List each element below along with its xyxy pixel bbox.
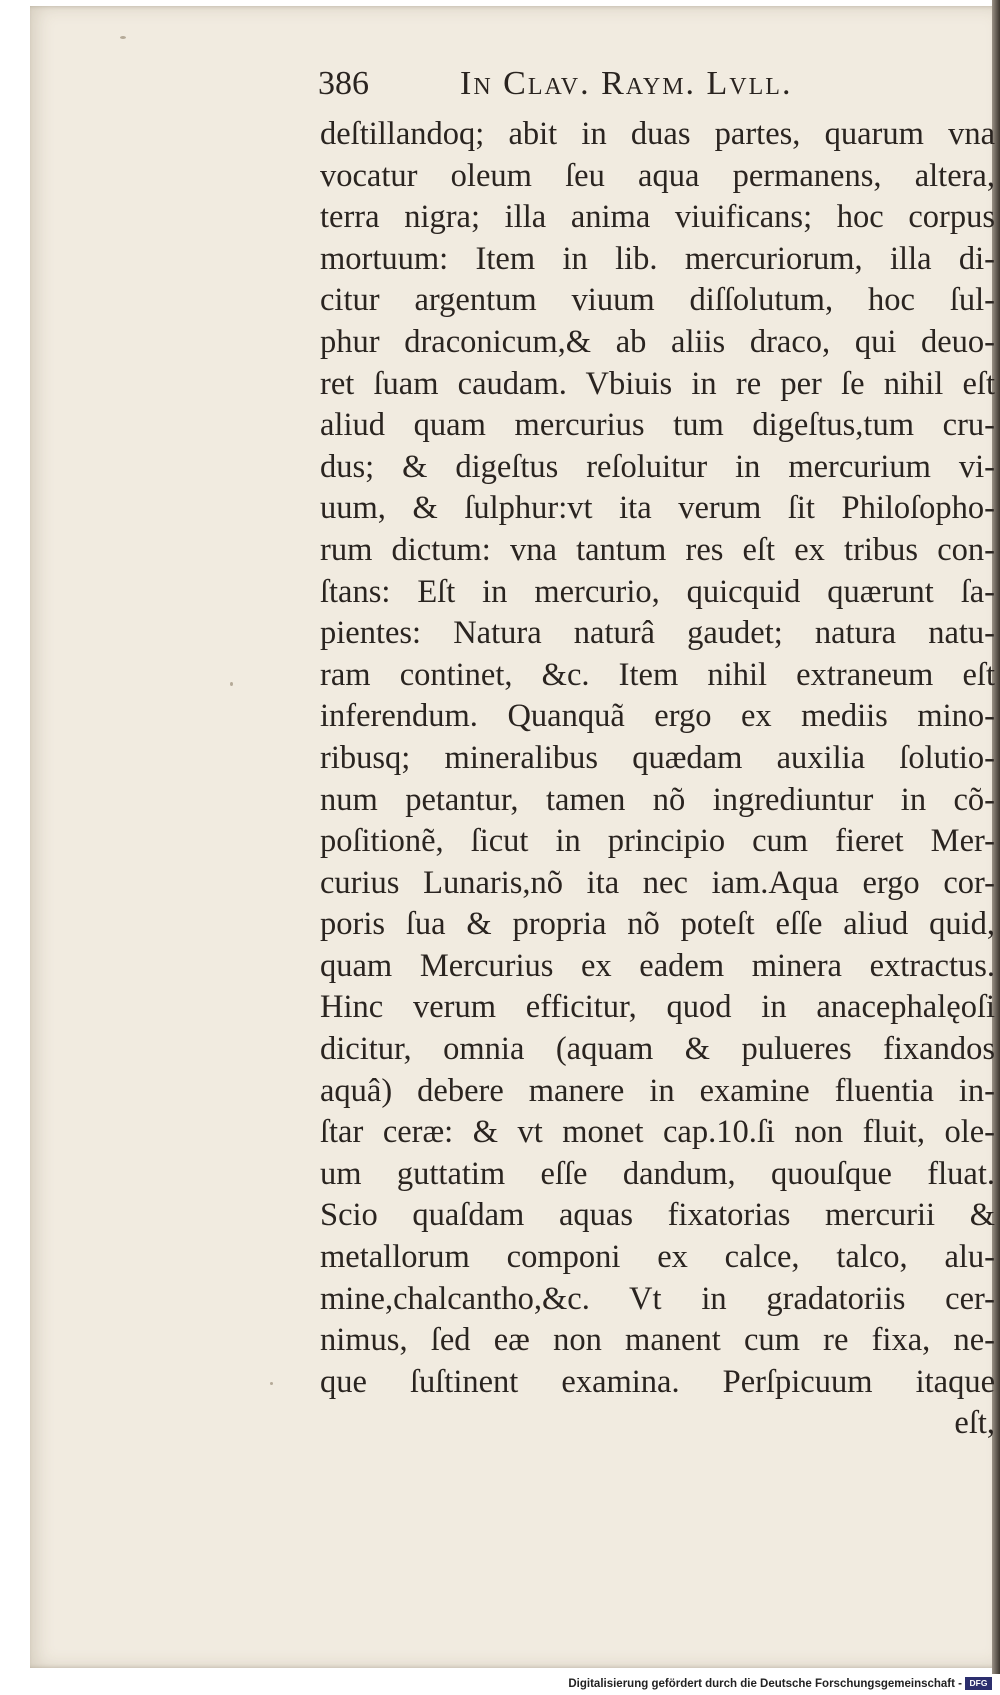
text-line: vocatur oleum ſeu aqua permanens, altera,	[320, 157, 995, 194]
text-line: uum, & ſulphur:vt ita verum ſit Philoſopho-	[320, 490, 995, 527]
page-header	[318, 58, 918, 110]
text-line: aquâ) debere manere in examine fluentia in-	[320, 1072, 995, 1109]
text-line: phur draconicum,& ab aliis draco, qui deuo-	[320, 323, 995, 360]
text-line: citur argentum viuum diſſolutum, hoc ſul-	[320, 282, 995, 319]
text-line: ſtans: Eſt in mercurio, quicquid quærunt ſa-	[320, 573, 995, 610]
text-line: eſt,	[954, 1405, 995, 1442]
paper-speck	[230, 682, 233, 686]
text-line: aliud quam mercurius tum digeſtus,tum cru-	[320, 407, 995, 444]
text-line: dicitur, omnia (aquam & pulueres fixandos	[320, 1031, 995, 1068]
text-line: dus; & digeſtus reſoluitur in mercurium vi-	[320, 448, 995, 485]
text-line: deſtillandoq; abit in duas partes, quarum vna	[320, 116, 995, 152]
text-line: ram continet, &c. Item nihil extraneum eſt	[320, 656, 995, 693]
page-number: 386	[318, 65, 369, 102]
text-line: nimus, ſed eæ non manent cum re fixa, ne-	[320, 1322, 995, 1359]
text-line: um guttatim eſſe dandum, quouſque fluat.	[320, 1155, 995, 1192]
text-line: num petantur, tamen nõ ingrediuntur in cõ-	[320, 781, 995, 818]
text-line: Hinc verum efficitur, quod in anacephalęoſi	[320, 989, 995, 1026]
text-line: metallorum componi ex calce, talco, alu-	[320, 1239, 995, 1276]
dfg-logo: DFG	[965, 1677, 992, 1690]
text-line: ret ſuam caudam. Vbiuis in re per ſe nihil eſt	[320, 365, 995, 402]
text-line: ſtar ceræ: & vt monet cap.10.ſi non fluit, ole-	[320, 1114, 995, 1151]
body-text	[320, 114, 995, 1445]
running-title: In Clav. Raym. Lvll.	[460, 65, 793, 102]
text-line: terra nigra; illa anima viuificans; hoc corpus	[320, 199, 995, 236]
text-line: curius Lunaris,nõ ita nec iam.Aqua ergo cor-	[320, 864, 995, 901]
text-line: inferendum. Quanquã ergo ex mediis mino-	[320, 698, 995, 735]
paper-speck	[270, 1382, 273, 1385]
text-line: rum dictum: vna tantum res eſt ex tribus con-	[320, 531, 995, 568]
footer-bar	[0, 1674, 1000, 1695]
text-line: poris ſua & propria nõ poteſt eſſe aliud quid,	[320, 906, 995, 943]
text-line: quam Mercurius ex eadem minera extractus.	[320, 947, 995, 984]
text-line: mine,chalcantho,&c. Vt in gradatoriis cer-	[320, 1280, 995, 1317]
text-line: pientes: Natura naturâ gaudet; natura natu-	[320, 615, 995, 652]
text-line: ribusq; mineralibus quædam auxilia ſolutio-	[320, 739, 995, 776]
text-line: mortuum: Item in lib. mercuriorum, illa di-	[320, 240, 995, 277]
funding-credit: Digitalisierung gefördert durch die Deutsche Forschungsgemeinschaft -	[568, 1678, 962, 1690]
text-line: Scio quaſdam aquas fixatorias mercurii &	[320, 1197, 995, 1234]
text-line: que ſuſtinent examina. Perſpicuum itaque	[320, 1363, 995, 1400]
text-line: poſitionẽ, ſicut in principio cum fieret Mer-	[320, 823, 995, 860]
paper-speck	[120, 36, 126, 39]
